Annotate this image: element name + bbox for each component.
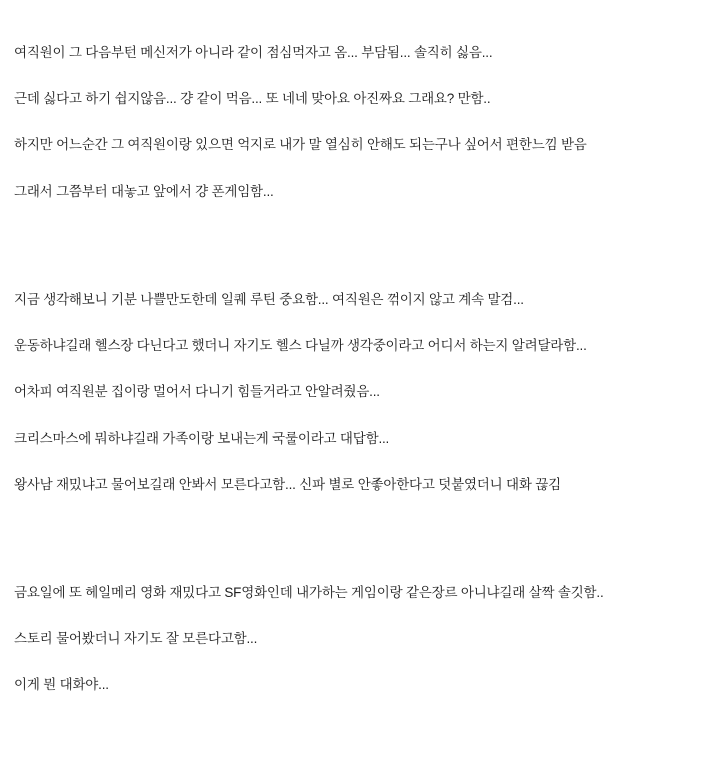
paragraph: 그래서 그쯤부터 대놓고 앞에서 걍 폰게임함... (14, 183, 274, 199)
paragraph-spacer (14, 402, 706, 430)
block-spacer (14, 201, 706, 263)
paragraph: 지금 생각해보니 기분 나쁠만도한데 일퀘 루틴 중요함... 여직원은 꺾이지 않고 계속 말검... (14, 291, 524, 307)
paragraph: 크리스마스에 뭐하냐길래 가족이랑 보내는게 국룰이라고 대답함... (14, 430, 390, 446)
paragraph: 근데 싫다고 하기 쉽지않음... 걍 같이 먹음... 또 네네 맞아요 아진짜요 그래요? 만함.. (14, 91, 491, 107)
text-block-1 (14, 0, 706, 201)
paragraph-spacer (14, 602, 706, 630)
paragraph: 왕사남 재밌냐고 물어보길래 안봐서 모른다고함... 신파 별로 안좋아한다고 덧붙였더니 대화 끊김 (14, 476, 561, 492)
paragraph: 하지만 어느순간 그 여직원이랑 있으면 억지로 내가 말 열심히 안해도 되는구나 싶어서 편한느낌 받음 (14, 137, 587, 153)
paragraph: 운동하냐길래 헬스장 다닌다고 했더니 자기도 헬스 다닐까 생각중이라고 어디서 하는지 알려달라함... (14, 338, 587, 354)
paragraph-spacer (14, 355, 706, 383)
paragraph-spacer (14, 309, 706, 337)
block-spacer (14, 556, 706, 584)
block-spacer (14, 494, 706, 556)
text-block-2 (14, 291, 706, 494)
block-spacer (14, 263, 706, 291)
paragraph-spacer (14, 108, 706, 136)
paragraph-spacer (14, 62, 706, 90)
paragraph-spacer (14, 155, 706, 183)
paragraph: 어차피 여직원분 집이랑 멀어서 다니기 힘들거라고 안알려줬음... (14, 384, 380, 400)
text-block-3 (14, 584, 706, 695)
paragraph: 금요일에 또 헤일메리 영화 재밌다고 SF영화인데 내가하는 게임이랑 같은장르 아니냐길래 살짝 솔깃함.. (14, 584, 604, 600)
paragraph-spacer (14, 448, 706, 476)
paragraph: 이게 뭔 대화야... (14, 677, 109, 693)
paragraph-spacer (14, 648, 706, 676)
paragraph: 여직원이 그 다음부턴 메신저가 아니라 같이 점심먹자고 옴... 부담됨... 솔직히 싫음... (14, 45, 493, 60)
paragraph: 스토리 물어봤더니 자기도 잘 모른다고함... (14, 631, 258, 647)
